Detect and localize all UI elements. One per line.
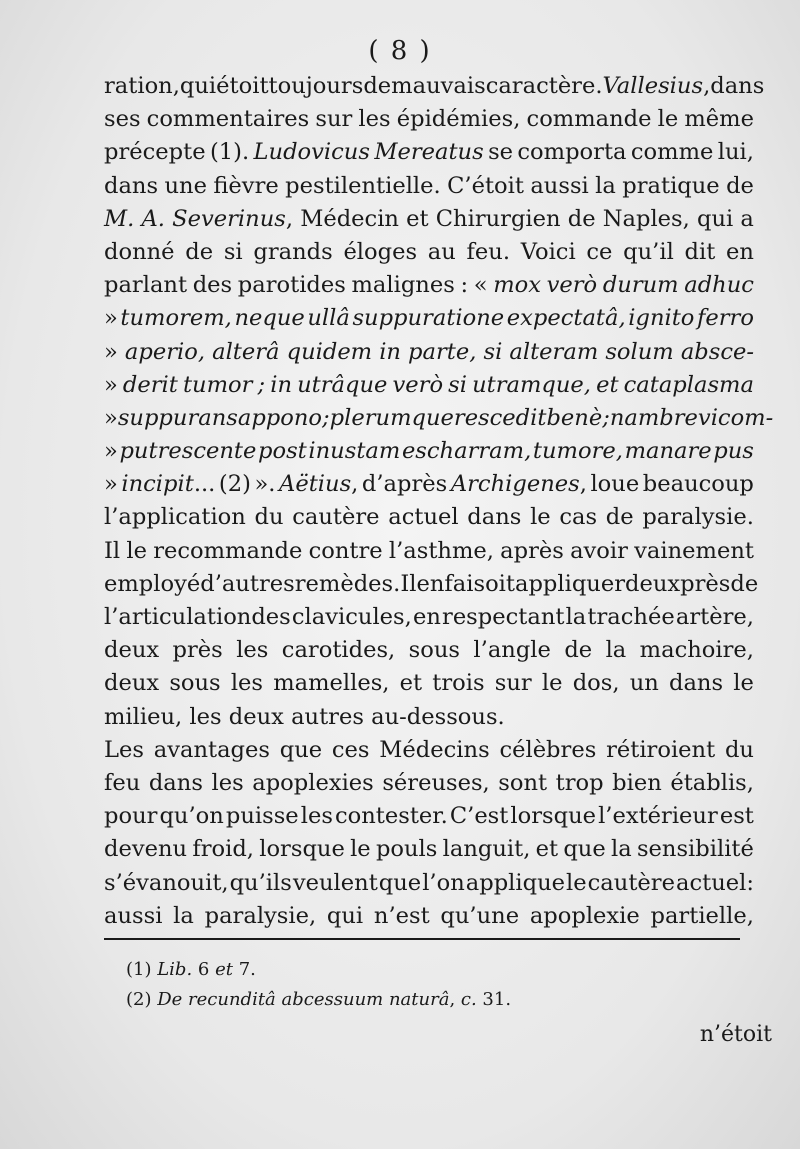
word: au [427,238,456,265]
word: n’est [373,902,430,929]
text-line [104,402,774,435]
footnote-run: 7. [232,959,256,980]
word: que [279,736,323,763]
word: la [595,172,616,199]
word: parte, [408,338,477,365]
word: est [719,803,754,830]
word: grands [253,238,333,265]
word: C’est [449,803,509,830]
word: in [379,338,401,365]
word: Voici [520,238,576,265]
word: artère, [675,604,754,630]
word: donné [104,238,175,265]
text-line [104,501,754,534]
word: commentaires [146,106,310,133]
text-line [104,336,754,369]
word: putrescente [119,438,257,465]
word: verò [546,272,598,299]
text-line [104,667,754,700]
word: deux [104,670,160,697]
word: près [172,637,223,664]
text-line [104,136,754,169]
word: benè [546,404,603,431]
word: cautère [292,504,380,531]
footnote-run: De recunditâ abcessuum naturâ [157,989,450,1010]
word: et [596,371,619,398]
text-line [104,468,754,501]
word: » [104,471,118,498]
word: Chirurgien [435,205,561,232]
word: en [726,238,754,265]
word: le [733,670,754,697]
word: » [104,305,118,332]
word: brevi [659,404,718,431]
word: Ludovicus [253,139,370,166]
word: apoplexies [252,769,374,796]
word: s’évanouit, [104,869,229,896]
word: Médecin [300,205,399,232]
word: du [254,504,284,531]
word: parlant [104,272,188,299]
footnote-run: c. [460,989,477,1010]
word: le [530,504,551,531]
word: A. [141,205,165,232]
word: ration, [104,73,180,99]
word: dit [684,238,716,265]
word: avantages [153,736,270,763]
word: deux [625,570,681,597]
word: contre [308,537,383,564]
word: cautère [587,869,675,896]
text-line [104,236,754,269]
word: près [680,570,731,597]
word: d’après [361,471,448,498]
word: Il [104,537,121,564]
word: respectant [442,604,565,630]
word: rétiroient [606,736,716,763]
text-line [104,170,754,203]
word: même [684,106,754,133]
word: et [399,670,423,697]
word: absce- [680,338,754,365]
word: incipit... [121,471,216,498]
word: deux [104,637,160,664]
word: avoir [570,537,628,564]
word: employé [104,570,201,597]
word: si [483,338,503,365]
word: aperio, [124,338,206,365]
text-line [104,269,754,302]
footnote-run: (2) [126,989,158,1010]
word: les [236,637,269,664]
word: vainement [634,537,754,564]
word: Aëtius, [279,471,359,498]
word: trois [432,670,485,697]
word: dans [467,504,522,531]
text-line [104,435,754,468]
word: dans [148,769,203,796]
word: ; [257,371,266,398]
word: ses [104,106,141,133]
word: puisse [225,803,299,830]
word: de [726,172,754,199]
word: remèdes. [294,570,401,597]
word: l’extérieur [598,803,718,830]
word: l’on [422,869,465,896]
footnote [126,955,726,985]
word: mox [493,272,541,299]
word: et [406,205,429,232]
text-line [104,767,754,800]
word: plerumque [329,404,454,431]
word: froid, [192,836,254,863]
footnote-run: 6 [192,959,216,980]
word: mauvais [391,73,486,99]
text-run: milieu, les deux autres au-dessous. [104,703,505,730]
page-number: ( 8 ) [368,36,432,66]
word: veulent [292,869,378,896]
word: partielle, [650,902,754,929]
word: que [378,869,422,896]
word: bien [612,769,662,796]
word: l’asthme, [388,537,494,564]
word: actuel: [675,869,754,896]
word: recommande [153,537,303,564]
footnote [126,985,726,1015]
word: « [473,272,488,299]
word: l’application [104,504,246,531]
word: appono [237,404,323,431]
word: sous [169,670,221,697]
word: en [412,604,441,630]
word: qu’il [623,238,674,265]
word: sont [498,769,548,796]
word: lorsque [510,803,597,830]
word: trachée [587,604,675,630]
word: paralysie, [204,902,317,929]
footnotes [126,955,726,1015]
text-line [104,369,754,402]
word: aussi [530,172,589,199]
word: lui, [717,139,754,166]
word: sous [408,637,460,664]
word: languit, [442,836,531,863]
word: l’articulationdes [104,604,291,630]
text-line [104,833,754,866]
word: utramque, [472,371,591,398]
word: le [126,537,147,564]
word: ullâ [307,305,350,332]
word: établis, [670,769,754,796]
word: » [104,404,118,431]
word: si [448,371,467,398]
word: des [192,272,233,299]
word: Il [400,570,417,597]
word: se [488,139,514,166]
word: loue [590,471,640,498]
word: contester. [334,803,448,830]
word: ce [586,238,613,265]
word: comporta [517,139,627,166]
word: de [363,73,392,99]
word: (1). [209,139,250,166]
word: le [657,106,679,133]
word: paralysie. [642,504,754,531]
footnote-run: et [215,959,233,980]
word: : [460,272,469,299]
word: sensibilité [636,836,754,863]
text-line [104,867,754,900]
word: précepte [104,139,206,166]
word: cataplasma [623,371,754,398]
footnote-run: (1) [126,959,158,980]
word: pour [104,803,158,830]
word: Les [104,736,144,763]
word: toujours [268,73,364,99]
word: un [629,670,659,697]
word: les [300,803,333,830]
word: éloges [343,238,418,265]
word: Mereatus [374,139,484,166]
word: et [535,836,559,863]
word: apoplexie [529,902,640,929]
word: feu [104,769,141,796]
word: de [564,637,593,664]
word: si [223,238,243,265]
text-line [104,70,765,103]
word: la [173,902,194,929]
word: de [730,570,759,597]
word: carotides, [281,637,396,664]
word: ; [322,404,330,431]
word: sur [494,670,532,697]
word: après [500,537,564,564]
word: faisoit [444,570,515,597]
word: » [104,371,118,398]
word: la [610,836,632,863]
text-line [104,535,754,568]
word: devenu [104,836,188,863]
text-line [104,302,754,335]
word: les [230,670,264,697]
footnote-run: , [449,989,461,1010]
word: une [164,172,207,199]
word: Vallesius, [602,73,711,99]
word: com- [717,404,774,431]
word: du [724,736,754,763]
word: dos, [572,670,620,697]
word: célèbres [499,736,597,763]
word: comme [630,139,714,166]
word: ferro [697,305,754,332]
footnote-run: 31. [476,989,512,1010]
word: alteram [509,338,599,365]
word: tumore, [532,438,623,465]
word: dans [668,670,724,697]
word: suppurans [117,404,238,431]
footnote-rule [104,938,740,940]
word: nam [609,404,660,431]
word: cas [559,504,598,531]
word: étoit [216,73,269,99]
word: clavicules, [291,604,412,630]
word: que [563,836,606,863]
word: qui [326,902,364,929]
word: applique [465,869,566,896]
word: parotides [237,272,346,299]
catchword: n’étoit [699,1022,772,1047]
word: derit [122,371,178,398]
text-line [104,900,754,933]
word: quidem [286,338,373,365]
word: inustam [308,438,401,465]
word: le [350,836,371,863]
word: les [358,106,391,133]
word: la [565,604,587,630]
word: neque [234,305,305,332]
text-line [104,203,754,236]
word: ; [602,404,610,431]
footnote-run: Lib. [157,959,193,980]
word: suppuratione [352,305,505,332]
word: expectatâ, [506,305,626,332]
word: M. [104,205,135,232]
word: qu’ils [229,869,292,896]
word: les [211,769,244,796]
word: pratique [622,172,720,199]
word: rescedit [453,404,547,431]
word: qu’une [440,902,520,929]
word: de [567,205,596,232]
word: en [416,570,445,597]
word: de [605,504,634,531]
word: Naples, [602,205,690,232]
word: commande [526,106,652,133]
word: malignes [351,272,455,299]
word: post [258,438,307,465]
word: fièvre [213,172,279,199]
word: qui [179,73,217,99]
text-line [104,734,754,767]
word: escharram, [401,438,532,465]
word: sur [315,106,353,133]
word: alterâ [212,338,280,365]
text-line [104,701,754,734]
word: (2) [218,471,251,498]
word: feu. [466,238,511,265]
word: l’angle [473,637,551,664]
word: aussi [104,902,163,929]
word: beaucoup [642,471,754,498]
word: adhuc [684,272,754,299]
word: de [185,238,214,265]
text-line [104,601,754,634]
word: qui [696,205,734,232]
word: utrâque [297,371,388,398]
word: verò [392,371,444,398]
text-line [104,568,759,601]
word: dans [104,172,159,199]
word: pestilentielle. [285,172,441,199]
word: épidémies, [396,106,521,133]
word: Médecins [379,736,490,763]
word: ignito [628,305,695,332]
word: actuel [388,504,459,531]
body-text [104,70,774,933]
word: trop [555,769,604,796]
word: appliquer [514,570,626,597]
word: » [104,438,118,465]
word: pouls [375,836,438,863]
text-line [104,634,754,667]
word: la [605,637,627,664]
word: le [541,670,563,697]
word: manare [624,438,712,465]
word: machoire, [639,637,754,664]
word: dans [710,73,765,99]
word: mamelles, [273,670,390,697]
word: ». [254,471,276,498]
word: caractère. [485,73,603,99]
word: ces [331,736,370,763]
word: in [270,371,293,398]
word: » [104,338,118,365]
word: pus [713,438,754,465]
word: tumorem, [120,305,232,332]
word: qu’on [159,803,224,830]
word: Archigenes, [450,471,587,498]
word: C’étoit [447,172,524,199]
text-line [104,103,754,136]
word: lorsque [259,836,345,863]
word: d’autres [200,570,295,597]
word: solum [605,338,674,365]
word: tumor [182,371,253,398]
word: durum [602,272,679,299]
text-line [104,800,754,833]
word: a [740,205,754,232]
word: Severinus, [172,205,294,232]
word: le [566,869,587,896]
word: séreuses, [382,769,490,796]
